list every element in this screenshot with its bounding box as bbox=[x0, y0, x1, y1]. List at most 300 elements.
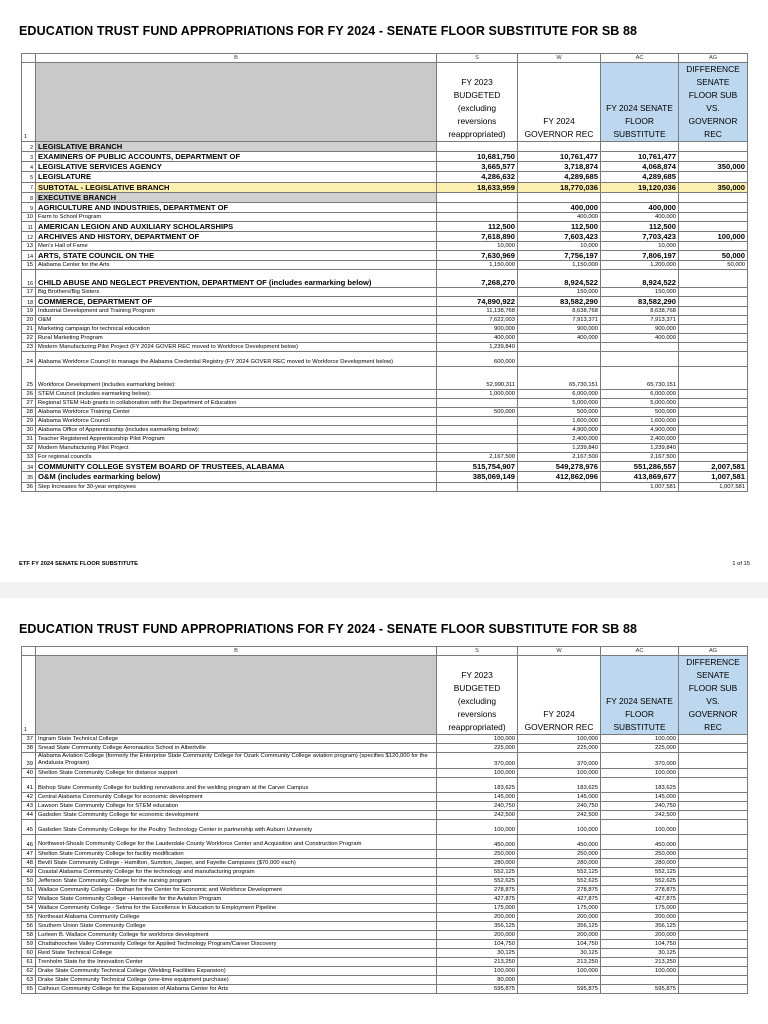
cell-fy2023-budgeted bbox=[437, 288, 518, 297]
row-description: Gadsden State Community College for the Poultry Technology Center in partnership with Auburn University bbox=[36, 819, 437, 834]
cell-fy2024-senate-floor: 100,000 bbox=[601, 768, 679, 777]
table-row bbox=[22, 876, 748, 885]
table-row bbox=[22, 735, 748, 744]
column-letter: W bbox=[518, 54, 601, 63]
row-number: 22 bbox=[22, 334, 36, 343]
cell-fy2023-budgeted: 7,630,969 bbox=[437, 251, 518, 261]
cell-fy2024-governor-rec: 3,718,874 bbox=[518, 162, 601, 172]
cell-fy2023-budgeted: 11,138,768 bbox=[437, 307, 518, 316]
cell-fy2024-governor-rec: 213,250 bbox=[518, 957, 601, 966]
cell-fy2024-senate-floor: 175,000 bbox=[601, 903, 679, 912]
row-description: Farm to School Program bbox=[36, 212, 437, 221]
row-description: Wallace Community College - Dothan for the Center for Economic and Workforce Development bbox=[36, 885, 437, 894]
cell-fy2024-senate-floor: 551,286,557 bbox=[601, 462, 679, 472]
cell-difference bbox=[679, 152, 748, 162]
cell-fy2023-budgeted: 183,625 bbox=[437, 777, 518, 792]
cell-fy2023-budgeted: 1,150,000 bbox=[437, 261, 518, 270]
cell-difference bbox=[679, 867, 748, 876]
cell-difference bbox=[679, 768, 748, 777]
cell-fy2023-budgeted bbox=[437, 444, 518, 453]
table-row bbox=[22, 202, 748, 212]
cell-difference bbox=[679, 819, 748, 834]
cell-fy2024-senate-floor: 100,000 bbox=[601, 819, 679, 834]
table-row bbox=[22, 903, 748, 912]
table-row bbox=[22, 142, 748, 152]
cell-fy2024-senate-floor: 213,250 bbox=[601, 957, 679, 966]
row-description: CHILD ABUSE AND NEGLECT PREVENTION, DEPARTMENT OF (includes earmarking below) bbox=[36, 270, 437, 288]
row-number: 10 bbox=[22, 212, 36, 221]
cell-difference bbox=[679, 316, 748, 325]
cell-fy2023-budgeted: 240,750 bbox=[437, 801, 518, 810]
row-description: Snead State Community College Aeronautics School in Albertville bbox=[36, 744, 437, 753]
cell-fy2023-budgeted bbox=[437, 426, 518, 435]
cell-fy2024-governor-rec: 30,125 bbox=[518, 948, 601, 957]
cell-fy2024-senate-floor: 900,000 bbox=[601, 325, 679, 334]
table-row bbox=[22, 212, 748, 221]
cell-fy2024-senate-floor: 10,761,477 bbox=[601, 152, 679, 162]
cell-fy2023-budgeted bbox=[437, 192, 518, 202]
row-number: 50 bbox=[22, 876, 36, 885]
row-description: Northeast Alabama Community College bbox=[36, 912, 437, 921]
cell-fy2024-governor-rec: 200,000 bbox=[518, 912, 601, 921]
row-number: 18 bbox=[22, 297, 36, 307]
row-description: O&M bbox=[36, 316, 437, 325]
row-number: 3 bbox=[22, 152, 36, 162]
cell-difference bbox=[679, 453, 748, 462]
row-number: 49 bbox=[22, 867, 36, 876]
row-number: 1 bbox=[22, 656, 36, 735]
cell-difference bbox=[679, 192, 748, 202]
column-letter-row bbox=[22, 647, 748, 656]
cell-fy2023-budgeted: 7,622,003 bbox=[437, 316, 518, 325]
row-number: 44 bbox=[22, 810, 36, 819]
row-number: 11 bbox=[22, 221, 36, 231]
row-number: 56 bbox=[22, 921, 36, 930]
cell-fy2024-governor-rec: 552,625 bbox=[518, 876, 601, 885]
cell-fy2024-governor-rec: 400,000 bbox=[518, 334, 601, 343]
table-row bbox=[22, 307, 748, 316]
cell-fy2023-budgeted: 7,618,890 bbox=[437, 231, 518, 241]
cell-fy2024-governor-rec: 1,600,000 bbox=[518, 417, 601, 426]
cell-difference bbox=[679, 930, 748, 939]
cell-difference bbox=[679, 343, 748, 352]
row-number: 37 bbox=[22, 735, 36, 744]
row-number: 15 bbox=[22, 261, 36, 270]
row-description: Drake State Community Technical College (one-time equipment purchase) bbox=[36, 975, 437, 984]
header-description bbox=[36, 656, 437, 735]
cell-fy2023-budgeted: 30,125 bbox=[437, 948, 518, 957]
row-description: Industrial Development and Training Program bbox=[36, 307, 437, 316]
cell-fy2023-budgeted: 356,125 bbox=[437, 921, 518, 930]
cell-fy2023-budgeted: 552,625 bbox=[437, 876, 518, 885]
row-number: 7 bbox=[22, 182, 36, 192]
row-description: LEGISLATIVE BRANCH bbox=[36, 142, 437, 152]
row-description: Alabama Center for the Arts bbox=[36, 261, 437, 270]
row-number: 43 bbox=[22, 801, 36, 810]
cell-fy2023-budgeted: 242,500 bbox=[437, 810, 518, 819]
row-number: 8 bbox=[22, 192, 36, 202]
cell-difference bbox=[679, 801, 748, 810]
cell-fy2024-senate-floor: 104,750 bbox=[601, 939, 679, 948]
cell-difference bbox=[679, 876, 748, 885]
table-row bbox=[22, 352, 748, 367]
row-description: Teacher Registered Apprenticeship Pilot Program bbox=[36, 435, 437, 444]
cell-fy2023-budgeted: 100,000 bbox=[437, 966, 518, 975]
row-number: 29 bbox=[22, 417, 36, 426]
cell-difference: 100,000 bbox=[679, 231, 748, 241]
cell-difference bbox=[679, 408, 748, 417]
cell-difference bbox=[679, 307, 748, 316]
row-description: For regional councils bbox=[36, 453, 437, 462]
cell-fy2024-senate-floor: 1,007,581 bbox=[601, 482, 679, 491]
cell-difference bbox=[679, 744, 748, 753]
cell-fy2024-senate-floor: 1,239,840 bbox=[601, 444, 679, 453]
cell-fy2024-senate-floor bbox=[601, 352, 679, 367]
row-description: Calhoun Community College for the Expansion of Alabama Center for Arts bbox=[36, 984, 437, 993]
row-description: Marketing campaign for technical education bbox=[36, 325, 437, 334]
table-row bbox=[22, 810, 748, 819]
table-row bbox=[22, 162, 748, 172]
cell-difference bbox=[679, 858, 748, 867]
cell-fy2024-governor-rec: 356,125 bbox=[518, 921, 601, 930]
cell-fy2024-governor-rec: 145,000 bbox=[518, 792, 601, 801]
row-description: Shelton State Community College for facility modification bbox=[36, 849, 437, 858]
cell-fy2023-budgeted: 600,000 bbox=[437, 352, 518, 367]
row-number: 35 bbox=[22, 472, 36, 482]
cell-fy2024-senate-floor: 7,703,423 bbox=[601, 231, 679, 241]
table-row bbox=[22, 325, 748, 334]
header-fy2024-senate-floor: FY 2024 SENATE FLOOR SUBSTITUTE bbox=[601, 656, 679, 735]
row-number: 21 bbox=[22, 325, 36, 334]
row-description: Big Brothers/Big Sisters bbox=[36, 288, 437, 297]
row-description: Jefferson State Community College for the nursing program bbox=[36, 876, 437, 885]
cell-difference bbox=[679, 885, 748, 894]
row-description: SUBTOTAL - LEGISLATIVE BRANCH bbox=[36, 182, 437, 192]
cell-fy2024-governor-rec: 150,000 bbox=[518, 288, 601, 297]
cell-fy2023-budgeted: 552,125 bbox=[437, 867, 518, 876]
cell-fy2024-governor-rec: 175,000 bbox=[518, 903, 601, 912]
row-number: 42 bbox=[22, 792, 36, 801]
row-number: 45 bbox=[22, 819, 36, 834]
cell-difference bbox=[679, 399, 748, 408]
cell-fy2023-budgeted: 74,890,922 bbox=[437, 297, 518, 307]
cell-fy2023-budgeted: 18,633,959 bbox=[437, 182, 518, 192]
cell-fy2024-governor-rec: 427,875 bbox=[518, 894, 601, 903]
cell-difference bbox=[679, 367, 748, 390]
cell-fy2024-senate-floor: 5,000,000 bbox=[601, 399, 679, 408]
row-number: 27 bbox=[22, 399, 36, 408]
row-description: Bishop State Community College for building renovations and the welding program at the Carver Campus bbox=[36, 777, 437, 792]
cell-fy2024-governor-rec bbox=[518, 352, 601, 367]
row-number: 25 bbox=[22, 367, 36, 390]
row-description: Bevill State Community College - Hamilton, Sumiton, Jasper, and Fayette Campuses ($70,000 each) bbox=[36, 858, 437, 867]
cell-fy2024-senate-floor: 400,000 bbox=[601, 202, 679, 212]
cell-fy2024-senate-floor: 7,913,371 bbox=[601, 316, 679, 325]
header-fy2024-senate-floor: FY 2024 SENATE FLOOR SUBSTITUTE bbox=[601, 63, 679, 142]
table-row bbox=[22, 885, 748, 894]
row-description: Trenholm State for the Innovation Center bbox=[36, 957, 437, 966]
cell-fy2024-governor-rec: 240,750 bbox=[518, 801, 601, 810]
table-row bbox=[22, 858, 748, 867]
cell-fy2023-budgeted: 104,750 bbox=[437, 939, 518, 948]
table-row bbox=[22, 819, 748, 834]
cell-fy2024-governor-rec: 552,125 bbox=[518, 867, 601, 876]
row-description: Modern Manufacturing Pilot Project bbox=[36, 444, 437, 453]
cell-fy2023-budgeted: 200,000 bbox=[437, 930, 518, 939]
cell-difference: 350,000 bbox=[679, 182, 748, 192]
row-number: 16 bbox=[22, 270, 36, 288]
row-number: 2 bbox=[22, 142, 36, 152]
cell-fy2023-budgeted: 595,875 bbox=[437, 984, 518, 993]
row-number: 24 bbox=[22, 352, 36, 367]
cell-difference bbox=[679, 810, 748, 819]
cell-fy2024-governor-rec bbox=[518, 482, 601, 491]
cell-fy2023-budgeted bbox=[437, 202, 518, 212]
cell-fy2023-budgeted: 112,500 bbox=[437, 221, 518, 231]
table-row bbox=[22, 957, 748, 966]
cell-fy2023-budgeted: 280,000 bbox=[437, 858, 518, 867]
row-number: 9 bbox=[22, 202, 36, 212]
table-row bbox=[22, 472, 748, 482]
cell-fy2024-senate-floor: 6,000,000 bbox=[601, 390, 679, 399]
row-number: 17 bbox=[22, 288, 36, 297]
table-row bbox=[22, 444, 748, 453]
cell-fy2024-senate-floor: 370,000 bbox=[601, 753, 679, 768]
cell-fy2023-budgeted: 2,167,500 bbox=[437, 453, 518, 462]
cell-fy2024-governor-rec bbox=[518, 142, 601, 152]
table-row bbox=[22, 462, 748, 472]
row-description: Shelton State Community College for distance support bbox=[36, 768, 437, 777]
row-description: Alabama Aviation College (formerly the Enterprise State Community College for Ozark Community College aviation program) (specifies $120,000 for the Andalusia Program) bbox=[36, 753, 437, 768]
row-number: 52 bbox=[22, 894, 36, 903]
header-fy2023-budgeted: FY 2023 BUDGETED (excluding reversions reappropriated) bbox=[437, 656, 518, 735]
cell-fy2024-senate-floor: 356,125 bbox=[601, 921, 679, 930]
cell-fy2024-senate-floor: 112,500 bbox=[601, 221, 679, 231]
cell-difference bbox=[679, 221, 748, 231]
table-row bbox=[22, 221, 748, 231]
cell-difference: 1,007,581 bbox=[679, 472, 748, 482]
cell-fy2023-budgeted: 145,000 bbox=[437, 792, 518, 801]
row-number: 51 bbox=[22, 885, 36, 894]
table-row bbox=[22, 231, 748, 241]
cell-fy2024-senate-floor: 4,900,000 bbox=[601, 426, 679, 435]
table-row bbox=[22, 251, 748, 261]
table-row bbox=[22, 297, 748, 307]
header-row bbox=[22, 656, 748, 735]
cell-fy2024-governor-rec: 7,756,197 bbox=[518, 251, 601, 261]
row-number: 23 bbox=[22, 343, 36, 352]
row-description: Gadsden State Community College for economic development bbox=[36, 810, 437, 819]
row-number: 1 bbox=[22, 63, 36, 142]
cell-fy2024-senate-floor bbox=[601, 975, 679, 984]
cell-difference: 1,007,581 bbox=[679, 482, 748, 491]
cell-fy2023-budgeted: 52,990,311 bbox=[437, 367, 518, 390]
cell-difference bbox=[679, 325, 748, 334]
table-row bbox=[22, 343, 748, 352]
row-number: 5 bbox=[22, 172, 36, 182]
cell-difference bbox=[679, 792, 748, 801]
cell-fy2023-budgeted bbox=[437, 417, 518, 426]
cell-fy2024-governor-rec bbox=[518, 343, 601, 352]
cell-fy2024-governor-rec: 595,875 bbox=[518, 984, 601, 993]
table-row bbox=[22, 261, 748, 270]
column-letter: AC bbox=[601, 54, 679, 63]
cell-fy2024-governor-rec bbox=[518, 975, 601, 984]
cell-difference bbox=[679, 777, 748, 792]
row-description: Workforce Development (includes earmarking below): bbox=[36, 367, 437, 390]
row-number: 48 bbox=[22, 858, 36, 867]
row-number: 60 bbox=[22, 948, 36, 957]
table-row bbox=[22, 939, 748, 948]
row-description: Wallace State Community College - Hanceville for the Aviation Program bbox=[36, 894, 437, 903]
cell-fy2023-budgeted: 278,875 bbox=[437, 885, 518, 894]
row-number: 63 bbox=[22, 975, 36, 984]
row-description: Men's Hall of Fame bbox=[36, 242, 437, 251]
cell-difference: 50,000 bbox=[679, 251, 748, 261]
cell-fy2024-governor-rec: 6,000,000 bbox=[518, 390, 601, 399]
cell-fy2024-governor-rec: 250,000 bbox=[518, 849, 601, 858]
cell-difference bbox=[679, 172, 748, 182]
column-letter: W bbox=[518, 647, 601, 656]
row-number: 46 bbox=[22, 834, 36, 849]
cell-fy2024-governor-rec: 1,150,000 bbox=[518, 261, 601, 270]
cell-fy2024-senate-floor: 1,200,000 bbox=[601, 261, 679, 270]
table-row bbox=[22, 930, 748, 939]
cell-fy2024-senate-floor: 4,068,874 bbox=[601, 162, 679, 172]
cell-fy2024-senate-floor: 4,289,685 bbox=[601, 172, 679, 182]
header-fy2024-governor-rec: FY 2024 GOVERNOR REC bbox=[518, 656, 601, 735]
table-row bbox=[22, 768, 748, 777]
cell-fy2024-senate-floor: 65,730,151 bbox=[601, 367, 679, 390]
cell-difference bbox=[679, 849, 748, 858]
row-description: Regional STEM Hub grants in collaboration with the Department of Education bbox=[36, 399, 437, 408]
table-row bbox=[22, 334, 748, 343]
cell-fy2024-governor-rec: 10,000 bbox=[518, 242, 601, 251]
cell-fy2023-budgeted: 250,000 bbox=[437, 849, 518, 858]
cell-difference bbox=[679, 984, 748, 993]
cell-fy2024-governor-rec: 412,862,096 bbox=[518, 472, 601, 482]
column-letter: AC bbox=[601, 647, 679, 656]
row-number: 54 bbox=[22, 903, 36, 912]
cell-fy2024-senate-floor: 183,625 bbox=[601, 777, 679, 792]
row-number: 36 bbox=[22, 482, 36, 491]
column-letter: AG bbox=[679, 54, 748, 63]
cell-fy2024-governor-rec: 500,000 bbox=[518, 408, 601, 417]
cell-difference bbox=[679, 753, 748, 768]
cell-fy2024-governor-rec: 280,000 bbox=[518, 858, 601, 867]
row-number: 31 bbox=[22, 435, 36, 444]
row-description: Lawson State Community College for STEM education bbox=[36, 801, 437, 810]
table-row bbox=[22, 912, 748, 921]
row-number: 30 bbox=[22, 426, 36, 435]
row-number: 4 bbox=[22, 162, 36, 172]
cell-fy2024-senate-floor: 427,875 bbox=[601, 894, 679, 903]
cell-fy2024-governor-rec: 100,000 bbox=[518, 768, 601, 777]
cell-fy2024-senate-floor: 1,600,000 bbox=[601, 417, 679, 426]
cell-difference bbox=[679, 352, 748, 367]
cell-difference bbox=[679, 242, 748, 251]
cell-fy2023-budgeted: 515,754,907 bbox=[437, 462, 518, 472]
cell-fy2023-budgeted: 385,069,149 bbox=[437, 472, 518, 482]
cell-fy2023-budgeted: 1,000,000 bbox=[437, 390, 518, 399]
cell-fy2024-governor-rec: 549,278,976 bbox=[518, 462, 601, 472]
cell-difference bbox=[679, 903, 748, 912]
cell-difference bbox=[679, 894, 748, 903]
cell-fy2024-senate-floor: 150,000 bbox=[601, 288, 679, 297]
column-letter: B bbox=[36, 54, 437, 63]
row-description: Coastal Alabama Community College for the technology and manufacturing program bbox=[36, 867, 437, 876]
cell-fy2024-senate-floor: 225,000 bbox=[601, 744, 679, 753]
cell-difference bbox=[679, 948, 748, 957]
cell-difference bbox=[679, 975, 748, 984]
table-row bbox=[22, 744, 748, 753]
table-row bbox=[22, 984, 748, 993]
row-number: 32 bbox=[22, 444, 36, 453]
table-row bbox=[22, 399, 748, 408]
row-number: 13 bbox=[22, 242, 36, 251]
cell-difference bbox=[679, 334, 748, 343]
row-description: O&M (includes earmarking below) bbox=[36, 472, 437, 482]
row-description: Modern Manufacturing Pilot Project (FY 2024 GOVER REC moved to Workforce Development below) bbox=[36, 343, 437, 352]
cell-fy2024-senate-floor: 552,625 bbox=[601, 876, 679, 885]
cell-fy2024-senate-floor: 242,500 bbox=[601, 810, 679, 819]
table-row bbox=[22, 270, 748, 288]
cell-fy2024-governor-rec: 112,500 bbox=[518, 221, 601, 231]
cell-fy2024-senate-floor bbox=[601, 343, 679, 352]
cell-fy2023-budgeted: 400,000 bbox=[437, 334, 518, 343]
row-description: Ingram State Technical College bbox=[36, 735, 437, 744]
table-row bbox=[22, 834, 748, 849]
cell-fy2024-senate-floor: 400,000 bbox=[601, 334, 679, 343]
footer-label: ETF FY 2024 SENATE FLOOR SUBSTITUTE bbox=[19, 561, 138, 567]
cell-fy2023-budgeted: 100,000 bbox=[437, 819, 518, 834]
row-description: Lurleen B. Wallace Community College for workforce development bbox=[36, 930, 437, 939]
cell-difference bbox=[679, 939, 748, 948]
row-description: AGRICULTURE AND INDUSTRIES, DEPARTMENT OF bbox=[36, 202, 437, 212]
cell-difference bbox=[679, 212, 748, 221]
row-description: ARTS, STATE COUNCIL ON THE bbox=[36, 251, 437, 261]
row-number: 47 bbox=[22, 849, 36, 858]
cell-fy2024-governor-rec: 1,239,840 bbox=[518, 444, 601, 453]
row-number: 61 bbox=[22, 957, 36, 966]
cell-fy2024-governor-rec: 100,000 bbox=[518, 819, 601, 834]
header-difference: DIFFERENCE SENATE FLOOR SUB VS. GOVERNOR REC bbox=[679, 656, 748, 735]
cell-fy2024-senate-floor: 595,875 bbox=[601, 984, 679, 993]
cell-fy2024-governor-rec: 400,000 bbox=[518, 202, 601, 212]
column-letter: B bbox=[36, 647, 437, 656]
row-description: COMMERCE, DEPARTMENT OF bbox=[36, 297, 437, 307]
cell-fy2023-budgeted: 370,000 bbox=[437, 753, 518, 768]
table-row bbox=[22, 152, 748, 162]
cell-fy2024-governor-rec: 183,625 bbox=[518, 777, 601, 792]
cell-fy2024-senate-floor: 2,167,500 bbox=[601, 453, 679, 462]
row-description: Alabama Workforce Training Center bbox=[36, 408, 437, 417]
cell-fy2023-budgeted: 427,875 bbox=[437, 894, 518, 903]
cell-difference bbox=[679, 202, 748, 212]
row-number: 59 bbox=[22, 939, 36, 948]
row-number: 34 bbox=[22, 462, 36, 472]
cell-fy2023-budgeted: 500,000 bbox=[437, 408, 518, 417]
page-number: 1 of 15 bbox=[732, 561, 750, 567]
cell-fy2024-senate-floor: 83,582,290 bbox=[601, 297, 679, 307]
cell-difference bbox=[679, 957, 748, 966]
row-number: 65 bbox=[22, 984, 36, 993]
table-row bbox=[22, 426, 748, 435]
cell-fy2024-governor-rec: 8,638,768 bbox=[518, 307, 601, 316]
cell-difference bbox=[679, 390, 748, 399]
column-letter: AG bbox=[679, 647, 748, 656]
cell-fy2024-governor-rec: 104,750 bbox=[518, 939, 601, 948]
